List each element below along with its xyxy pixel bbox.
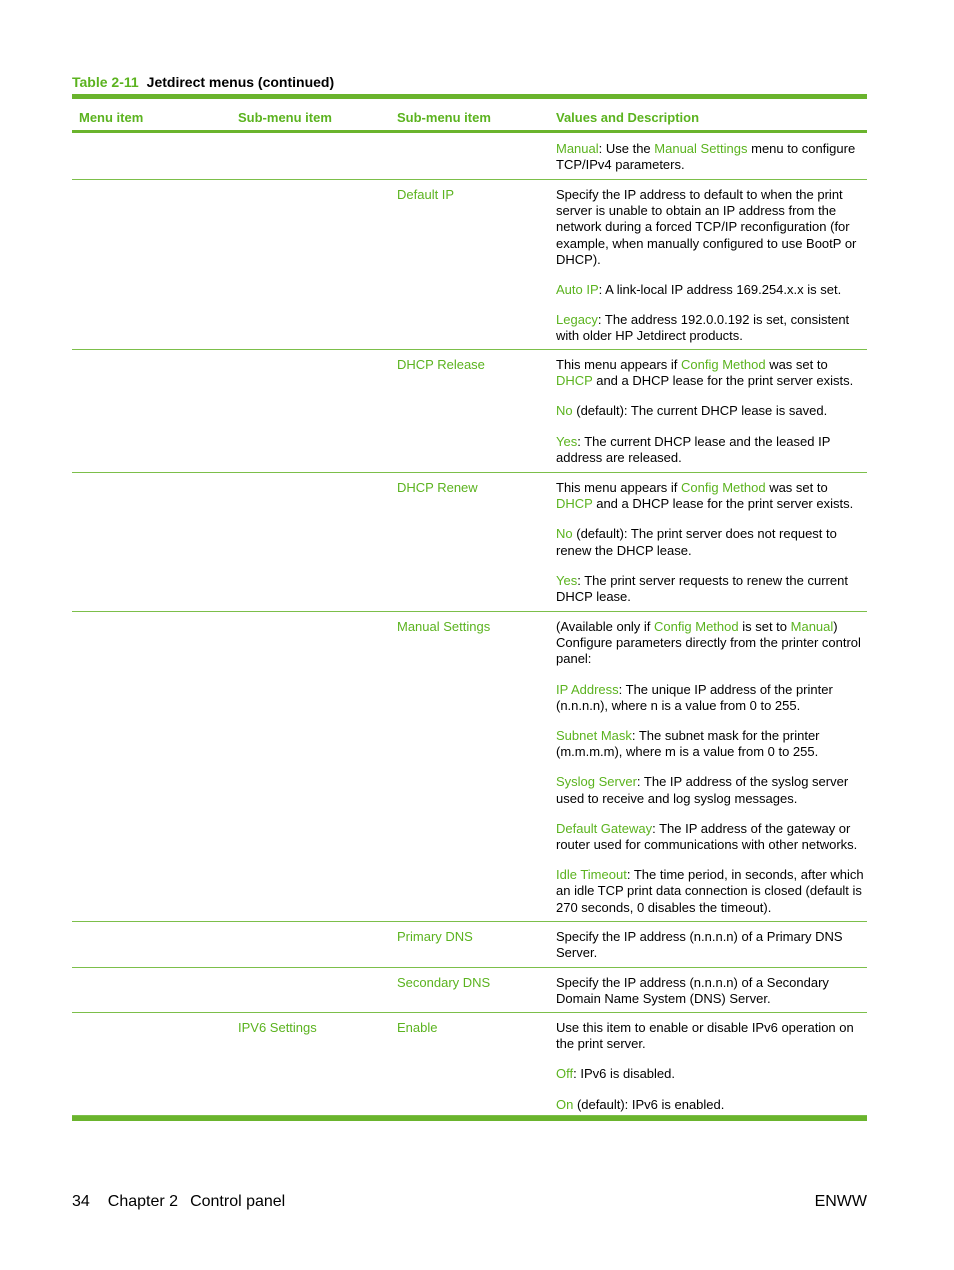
menu-option-term: No <box>556 403 573 419</box>
description-paragraph <box>556 434 864 466</box>
description-paragraph <box>556 357 864 389</box>
sub-menu-item-cell: IPV6 Settings <box>238 1020 317 1035</box>
description-paragraph <box>556 573 864 605</box>
description-text: ) Configure parameters directly from the printer control panel: <box>556 619 861 667</box>
description-paragraph <box>556 526 864 558</box>
menu-option-term: Config Method <box>681 357 766 372</box>
values-description-cell <box>556 480 864 605</box>
values-description-cell <box>556 1020 864 1113</box>
values-description-cell <box>556 187 864 345</box>
menu-option-term: Legacy <box>556 312 598 328</box>
description-paragraph <box>556 975 864 1007</box>
description-paragraph <box>556 1097 864 1113</box>
values-description-cell <box>556 975 864 1007</box>
menu-option-term: No <box>556 526 573 542</box>
jetdirect-menus-table <box>72 94 867 1121</box>
description-paragraph <box>556 821 864 853</box>
sub-menu-item-name: DHCP Renew <box>397 480 478 495</box>
description-text: Specify the IP address (n.n.n.n) of a Primary DNS Server. <box>556 929 843 961</box>
description-paragraph <box>556 282 864 298</box>
chapter-label: Chapter 2 <box>107 1193 179 1210</box>
description-text: Specify the IP address (n.n.n.n) of a Secondary Domain Name System (DNS) Server. <box>556 975 829 1007</box>
sub-menu-item-name: Primary DNS <box>397 929 473 944</box>
menu-option-term: Yes <box>556 572 578 588</box>
description-paragraph <box>556 619 864 668</box>
sub-menu-item-name: DHCP Release <box>397 357 485 372</box>
description-paragraph <box>556 1066 864 1082</box>
table-row <box>72 473 867 612</box>
description-paragraph <box>556 774 864 806</box>
description-text: : The print server requests to renew the current DHCP lease. <box>556 572 848 605</box>
description-text: : The IP address of the syslog server used to receive and log syslog messages. <box>556 774 849 806</box>
menu-option-term: Yes <box>556 433 578 449</box>
description-text: : The current DHCP lease and the leased IP address are released. <box>556 433 831 465</box>
header-values-description: Values and Description <box>556 110 700 125</box>
description-text: Specify the IP address to default to when the print server is unable to obtain an IP address from the network during a forced TCP/IP reconfiguration (for example, when manually configured to use BootP or DHCP). <box>556 187 857 267</box>
description-paragraph <box>556 312 864 344</box>
menu-option-term: Manual <box>790 619 834 634</box>
description-paragraph <box>556 929 864 961</box>
table-row <box>72 180 867 350</box>
description-text: was set to <box>765 357 828 372</box>
menu-option-term: Config Method <box>681 480 766 495</box>
values-description-cell <box>556 141 864 173</box>
description-text: (Available only if <box>556 619 655 634</box>
sub-menu-item-name: Enable <box>397 1020 438 1035</box>
description-paragraph <box>556 728 864 760</box>
sub-menu-item-name: Default IP <box>397 187 455 202</box>
description-paragraph <box>556 682 864 714</box>
description-paragraph <box>556 867 864 916</box>
values-description-cell <box>556 929 864 961</box>
menu-option-term: Subnet Mask <box>556 728 632 744</box>
description-text: (default): The current DHCP lease is saved. <box>572 403 828 419</box>
description-text: : The address 192.0.0.192 is set, consistent with older HP Jetdirect products. <box>556 312 850 344</box>
description-text: : The time period, in seconds, after which an idle TCP print data connection is closed (default is 270 seconds, 0 disables the timeout). <box>556 867 864 915</box>
description-paragraph <box>556 141 864 173</box>
menu-option-term: Manual Settings <box>654 141 748 156</box>
description-text: This menu appears if <box>556 357 682 372</box>
description-text: This menu appears if <box>556 480 682 495</box>
menu-option-term: Idle Timeout <box>556 867 627 883</box>
table-caption <box>72 74 334 90</box>
header-menu-item: Menu item <box>79 110 144 125</box>
menu-option-term: Config Method <box>654 619 739 634</box>
description-paragraph <box>556 187 864 268</box>
menu-option-term: Default Gateway <box>556 820 653 836</box>
description-text: Use this item to enable or disable IPv6 operation on the print server. <box>556 1020 854 1052</box>
menu-option-term: IP Address <box>556 681 619 697</box>
table-title: Jetdirect menus (continued) <box>146 74 335 90</box>
values-description-cell <box>556 619 864 916</box>
description-text: is set to <box>738 619 791 634</box>
table-row <box>72 1013 867 1116</box>
description-text: : Use the <box>598 141 655 156</box>
values-description-cell <box>556 357 864 466</box>
table-number: Table 2-11 <box>72 74 139 90</box>
page-footer-left <box>72 1193 285 1211</box>
description-text: (default): IPv6 is enabled. <box>573 1096 725 1112</box>
description-text: was set to <box>765 480 828 495</box>
page-footer-right: ENWW <box>814 1193 867 1210</box>
menu-option-term: Syslog Server <box>556 774 637 790</box>
table-row <box>72 350 867 473</box>
description-text: and a DHCP lease for the print server exists. <box>592 496 854 512</box>
description-text: menu to configure TCP/IPv4 parameters. <box>556 141 856 173</box>
page-number: 34 <box>72 1193 90 1210</box>
table-row <box>72 612 867 922</box>
description-text: and a DHCP lease for the print server exists. <box>592 373 854 389</box>
section-label: Control panel <box>190 1193 286 1210</box>
menu-option-term: Off <box>556 1066 574 1082</box>
table-bottom-rule <box>72 1116 867 1121</box>
table-row <box>72 968 867 1013</box>
sub-menu-item-name: Secondary DNS <box>397 975 491 990</box>
description-paragraph <box>556 480 864 512</box>
description-text: : A link-local IP address 169.254.x.x is set. <box>598 282 842 298</box>
menu-option-term: Manual <box>556 141 599 156</box>
sub-menu-item-name: Manual Settings <box>397 619 491 634</box>
header-sub-menu-item-1: Sub-menu item <box>238 110 332 125</box>
description-paragraph <box>556 403 864 419</box>
description-text: (default): The print server does not request to renew the DHCP lease. <box>556 526 837 558</box>
table-header <box>72 99 867 130</box>
description-text: : The IP address of the gateway or router used for communications with other networks. <box>556 820 858 853</box>
table-row <box>72 133 867 180</box>
description-text: : The unique IP address of the printer (n.n.n.n), where n is a value from 0 to 255. <box>556 681 833 713</box>
description-paragraph <box>556 1020 864 1052</box>
table-row <box>72 922 867 968</box>
header-sub-menu-item-2: Sub-menu item <box>397 110 491 125</box>
menu-option-term: DHCP <box>556 373 593 389</box>
menu-option-term: On <box>556 1096 574 1112</box>
menu-option-term: DHCP <box>556 496 593 512</box>
description-text: : IPv6 is disabled. <box>573 1066 675 1082</box>
description-text: : The subnet mask for the printer (m.m.m.m), where m is a value from 0 to 255. <box>556 728 820 760</box>
menu-option-term: Auto IP <box>556 282 599 298</box>
